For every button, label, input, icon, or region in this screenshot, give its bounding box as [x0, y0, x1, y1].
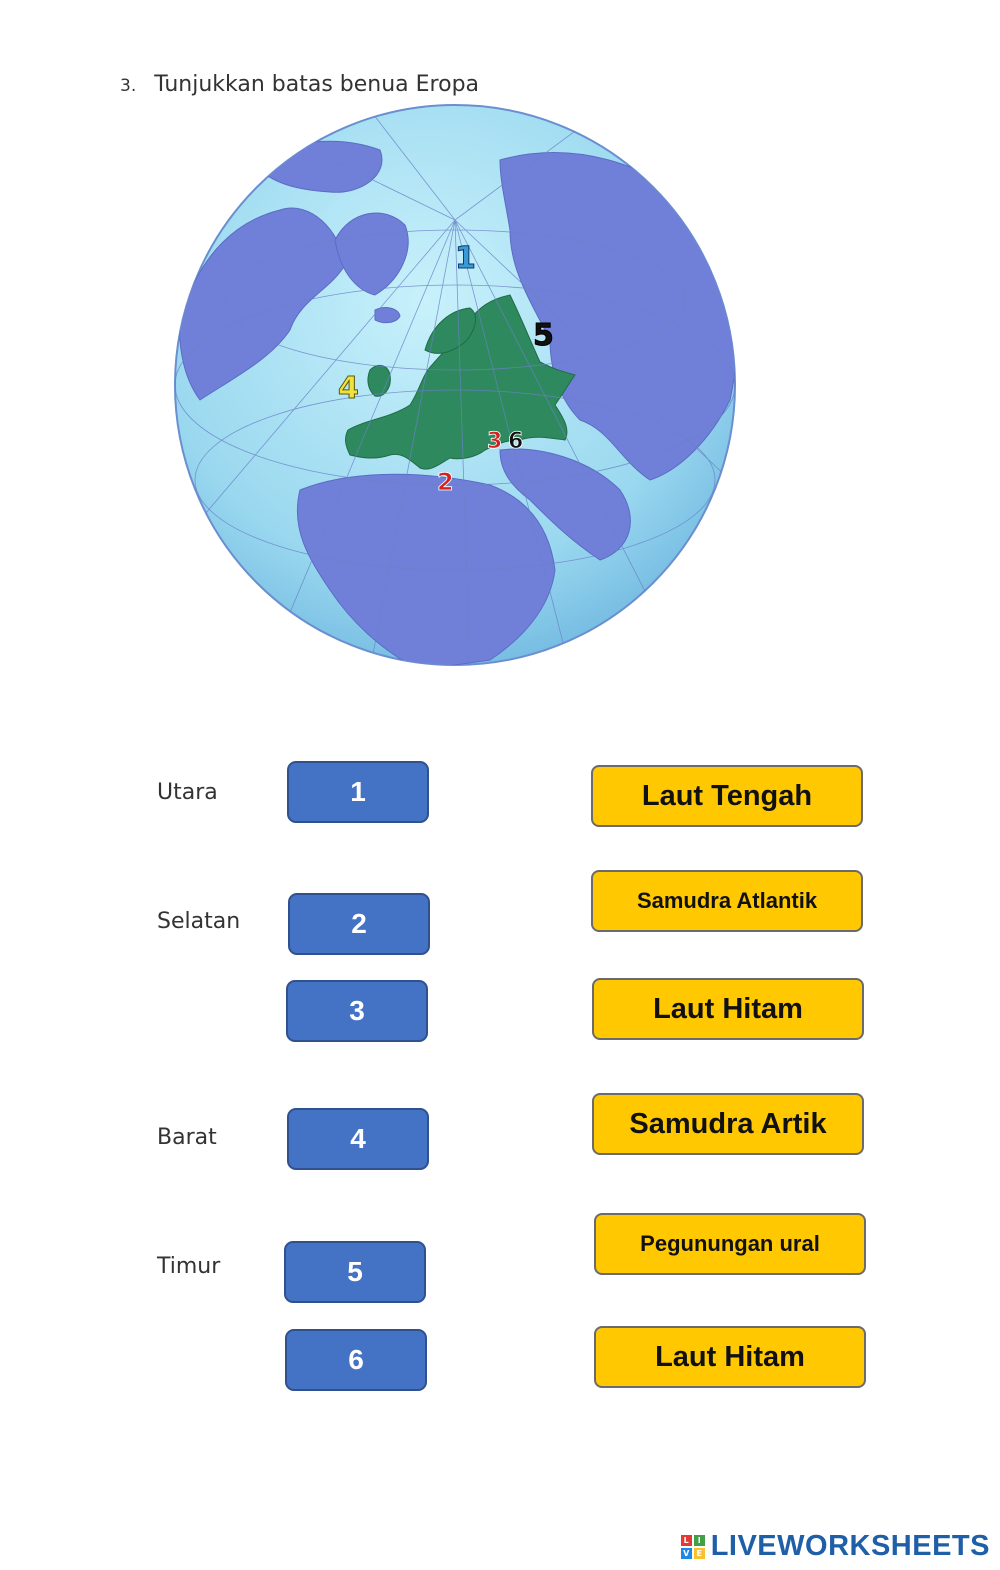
brand-text: LIVEWORKSHEETS: [710, 1530, 990, 1562]
liveworksheets-logo-icon: L I V E: [681, 1535, 705, 1559]
number-box-3[interactable]: 3: [286, 980, 428, 1042]
label-north: Utara: [157, 780, 218, 805]
label-east: Timur: [157, 1254, 221, 1279]
map-marker-6: 6: [508, 429, 524, 454]
answer-box-1[interactable]: Laut Tengah: [591, 765, 863, 827]
number-box-1[interactable]: 1: [287, 761, 429, 823]
label-west: Barat: [157, 1125, 217, 1150]
liveworksheets-brand[interactable]: [681, 1530, 990, 1563]
answer-box-4[interactable]: Samudra Artik: [592, 1093, 864, 1155]
map-marker-5: 5: [533, 318, 554, 353]
map-marker-2: 2: [437, 468, 454, 496]
question-text: [120, 72, 479, 97]
number-box-4[interactable]: 4: [287, 1108, 429, 1170]
answer-box-5[interactable]: Pegunungan ural: [594, 1213, 866, 1275]
globe-svg: [170, 100, 740, 670]
number-box-5[interactable]: 5: [284, 1241, 426, 1303]
map-marker-3: 3: [487, 429, 503, 454]
label-south: Selatan: [157, 909, 241, 934]
europe-globe-map: [170, 100, 740, 670]
answer-box-2[interactable]: Samudra Atlantik: [591, 870, 863, 932]
map-marker-4: 4: [338, 371, 359, 406]
number-box-6[interactable]: 6: [285, 1329, 427, 1391]
number-box-2[interactable]: 2: [288, 893, 430, 955]
map-marker-1: 1: [455, 241, 476, 276]
question-number: 3.: [120, 76, 137, 96]
question-label: Tunjukkan batas benua Eropa: [154, 72, 480, 97]
answer-box-6[interactable]: Laut Hitam: [594, 1326, 866, 1388]
answer-box-3[interactable]: Laut Hitam: [592, 978, 864, 1040]
